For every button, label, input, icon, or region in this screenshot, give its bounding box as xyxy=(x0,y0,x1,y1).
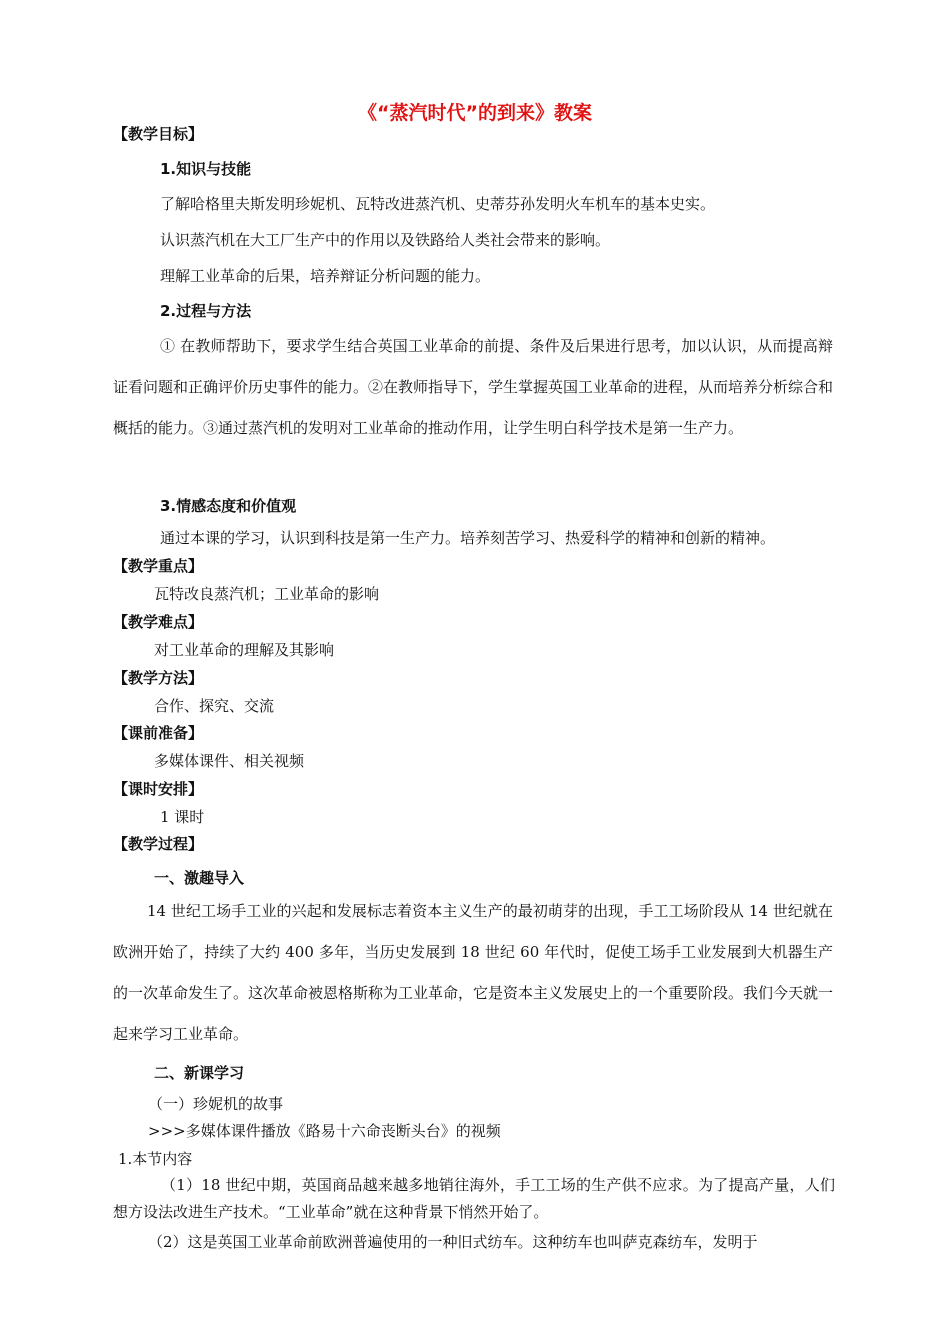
key-points-heading: 【教学重点】 xyxy=(113,557,204,575)
section1-media-note: >>>多媒体课件播放《路易十六命丧断头台》的视频 xyxy=(148,1122,501,1140)
content-paragraph-1: （1）18 世纪中期，英国商品越来越多地销往海外，手工工场的生产供不应求。为了提高产量，人们想方设法改进生产技术。“工业革命”就在这种背景下悄然开始了。 xyxy=(113,1176,835,1221)
goal3-title: 3.情感态度和价值观 xyxy=(160,497,297,515)
difficulties-heading: 【教学难点】 xyxy=(113,613,204,631)
goal2-paragraph: ① 在教师帮助下，要求学生结合英国工业革命的前提、条件及后果进行思考，加以认识，从而提高辩证看问题和正确评价历史事件的能力。②在教师指导下，学生掌握英国工业革命的进程，从而培养分析综合和概括的能力。③通过蒸汽机的发明对工业革命的推动作用，让学生明白科学技术是第一生产力。 xyxy=(113,337,834,437)
goals-heading: 【教学目标】 xyxy=(113,125,204,143)
goal2-title: 2.过程与方法 xyxy=(160,302,252,320)
section1-title: （一）珍妮机的故事 xyxy=(148,1095,284,1113)
goal3-paragraph: 通过本课的学习，认识到科技是第一生产力。培养刻苦学习、热爱科学的精神和创新的精神。 xyxy=(160,529,776,547)
content-paragraph-2: （2）这是英国工业革命前欧洲普遍使用的一种旧式纺车。这种纺车也叫萨克森纺车，发明于 xyxy=(148,1233,758,1251)
preparation-text: 多媒体课件、相关视频 xyxy=(154,752,305,770)
methods-heading: 【教学方法】 xyxy=(113,669,204,687)
methods-text: 合作、探究、交流 xyxy=(154,697,275,715)
step2-title: 二、新课学习 xyxy=(154,1064,245,1082)
page-title: 《“蒸汽时代”的到来》教案 xyxy=(358,102,592,124)
process-heading: 【教学过程】 xyxy=(113,835,204,853)
goal1-paragraph-3: 理解工业革命的后果，培养辩证分析问题的能力。 xyxy=(160,267,491,285)
step1-paragraph: 14 世纪工场手工业的兴起和发展标志着资本主义生产的最初萌芽的出现，手工工场阶段从 14 世纪就在欧洲开始了，持续了大约 400 多年，当历史发展到 18 世纪 60 年代时，促使工场手工业发展到大机器生产的一次革命发生了。这次革命被恩格斯称为工业革命，它是资本主义发展史上的一个重要阶段。我们今天就一起来学习工业革命。 xyxy=(113,902,834,1043)
goal1-paragraph-2: 认识蒸汽机在大工厂生产中的作用以及铁路给人类社会带来的影响。 xyxy=(160,231,611,249)
schedule-text: 1 课时 xyxy=(160,808,205,826)
difficulties-text: 对工业革命的理解及其影响 xyxy=(154,641,335,659)
preparation-heading: 【课前准备】 xyxy=(113,724,204,742)
key-points-text: 瓦特改良蒸汽机；工业革命的影响 xyxy=(154,585,380,603)
goal1-title: 1.知识与技能 xyxy=(160,160,252,178)
schedule-heading: 【课时安排】 xyxy=(113,780,204,798)
goal1-paragraph-1: 了解哈格里夫斯发明珍妮机、瓦特改进蒸汽机、史蒂芬孙发明火车机车的基本史实。 xyxy=(160,195,716,213)
step1-title: 一、激趣导入 xyxy=(154,869,245,887)
content-title: 1.本节内容 xyxy=(118,1150,193,1168)
